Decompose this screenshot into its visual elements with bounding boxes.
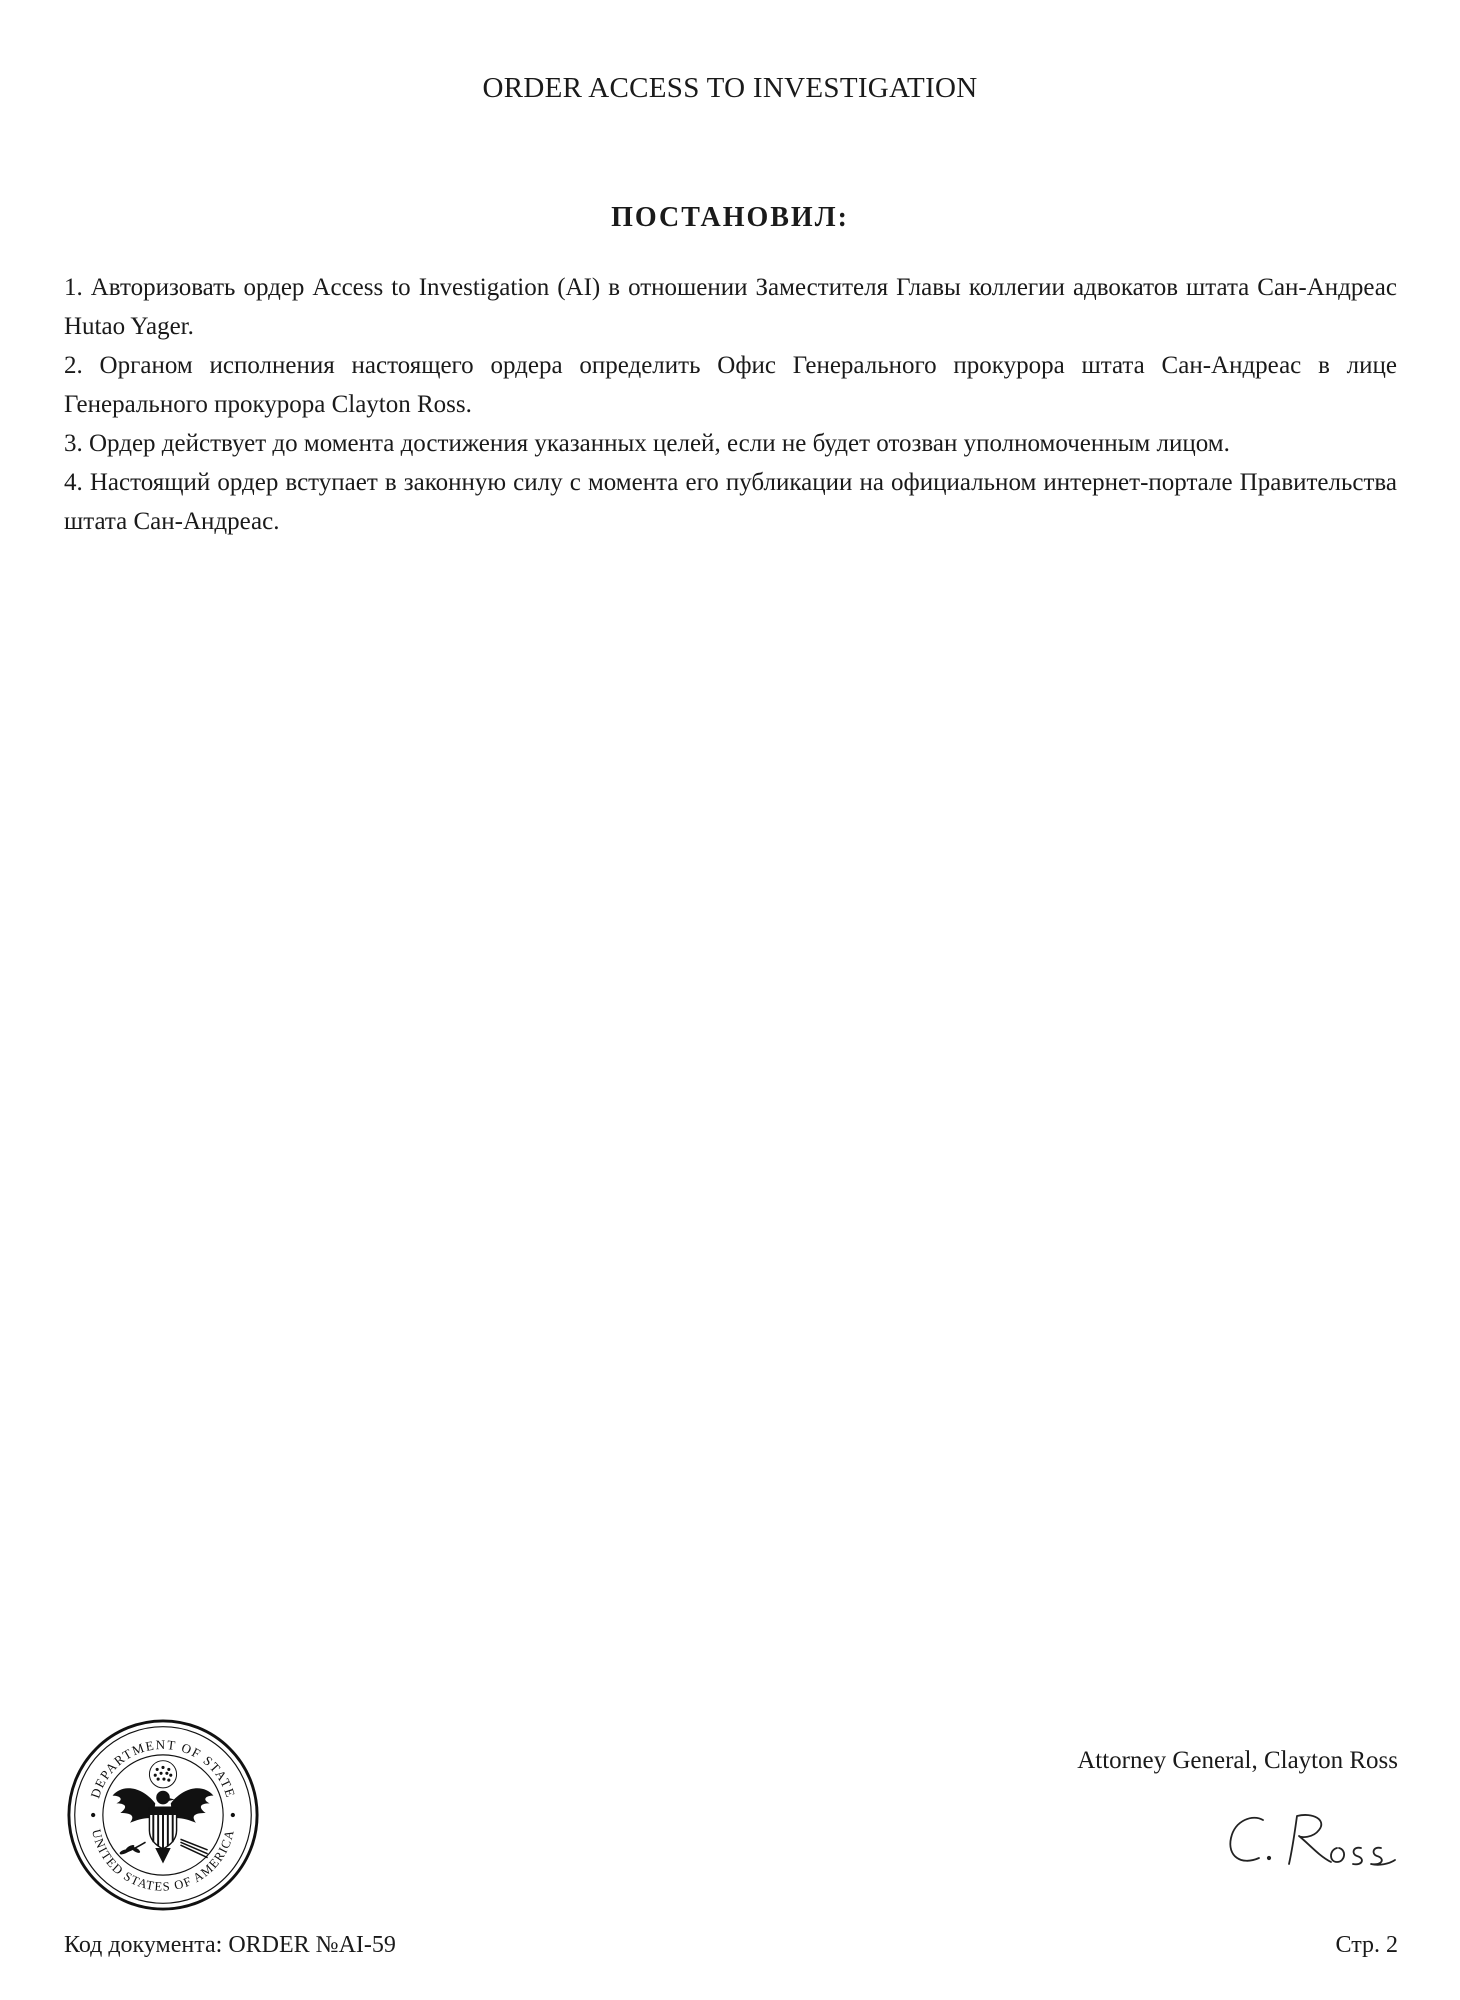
handwritten-signature-icon [1223, 1806, 1398, 1876]
svg-text:UNITED STATES OF AMERICA: UNITED STATES OF AMERICA [89, 1827, 237, 1894]
clause-1: 1. Авторизовать ордер Access to Investigation (AI) в отношении Заместителя Главы коллегии адвокатов штата Сан-Андреас Hutao Yager. [64, 274, 1397, 340]
document-title: ORDER ACCESS TO INVESTIGATION [482, 72, 978, 104]
page-number: Стр. 2 [1335, 1932, 1398, 1958]
section-heading: ПОСТАНОВИЛ: [611, 202, 849, 233]
clause-4: 4. Настоящий ордер вступает в законную силу с момента его публикации на официальном интернет-портале Правительства штата Сан-Андреас. [64, 469, 1397, 535]
clause-list [64, 268, 1397, 541]
department-of-state-seal-icon [66, 1718, 260, 1912]
svg-text:DEPARTMENT OF STATE: DEPARTMENT OF STATE [87, 1736, 239, 1801]
signer-name: Attorney General, Clayton Ross [1077, 1747, 1398, 1774]
clause-2: 2. Органом исполнения настоящего ордера определить Офис Генерального прокурора штата Сан-Андреас в лице Генерального прокурора Clayton Ross. [64, 352, 1397, 418]
clause-3: 3. Ордер действует до момента достижения указанных целей, если не будет отозван уполномоченным лицом. [64, 430, 1230, 457]
document-code: Код документа: ORDER №AI-59 [64, 1932, 396, 1958]
